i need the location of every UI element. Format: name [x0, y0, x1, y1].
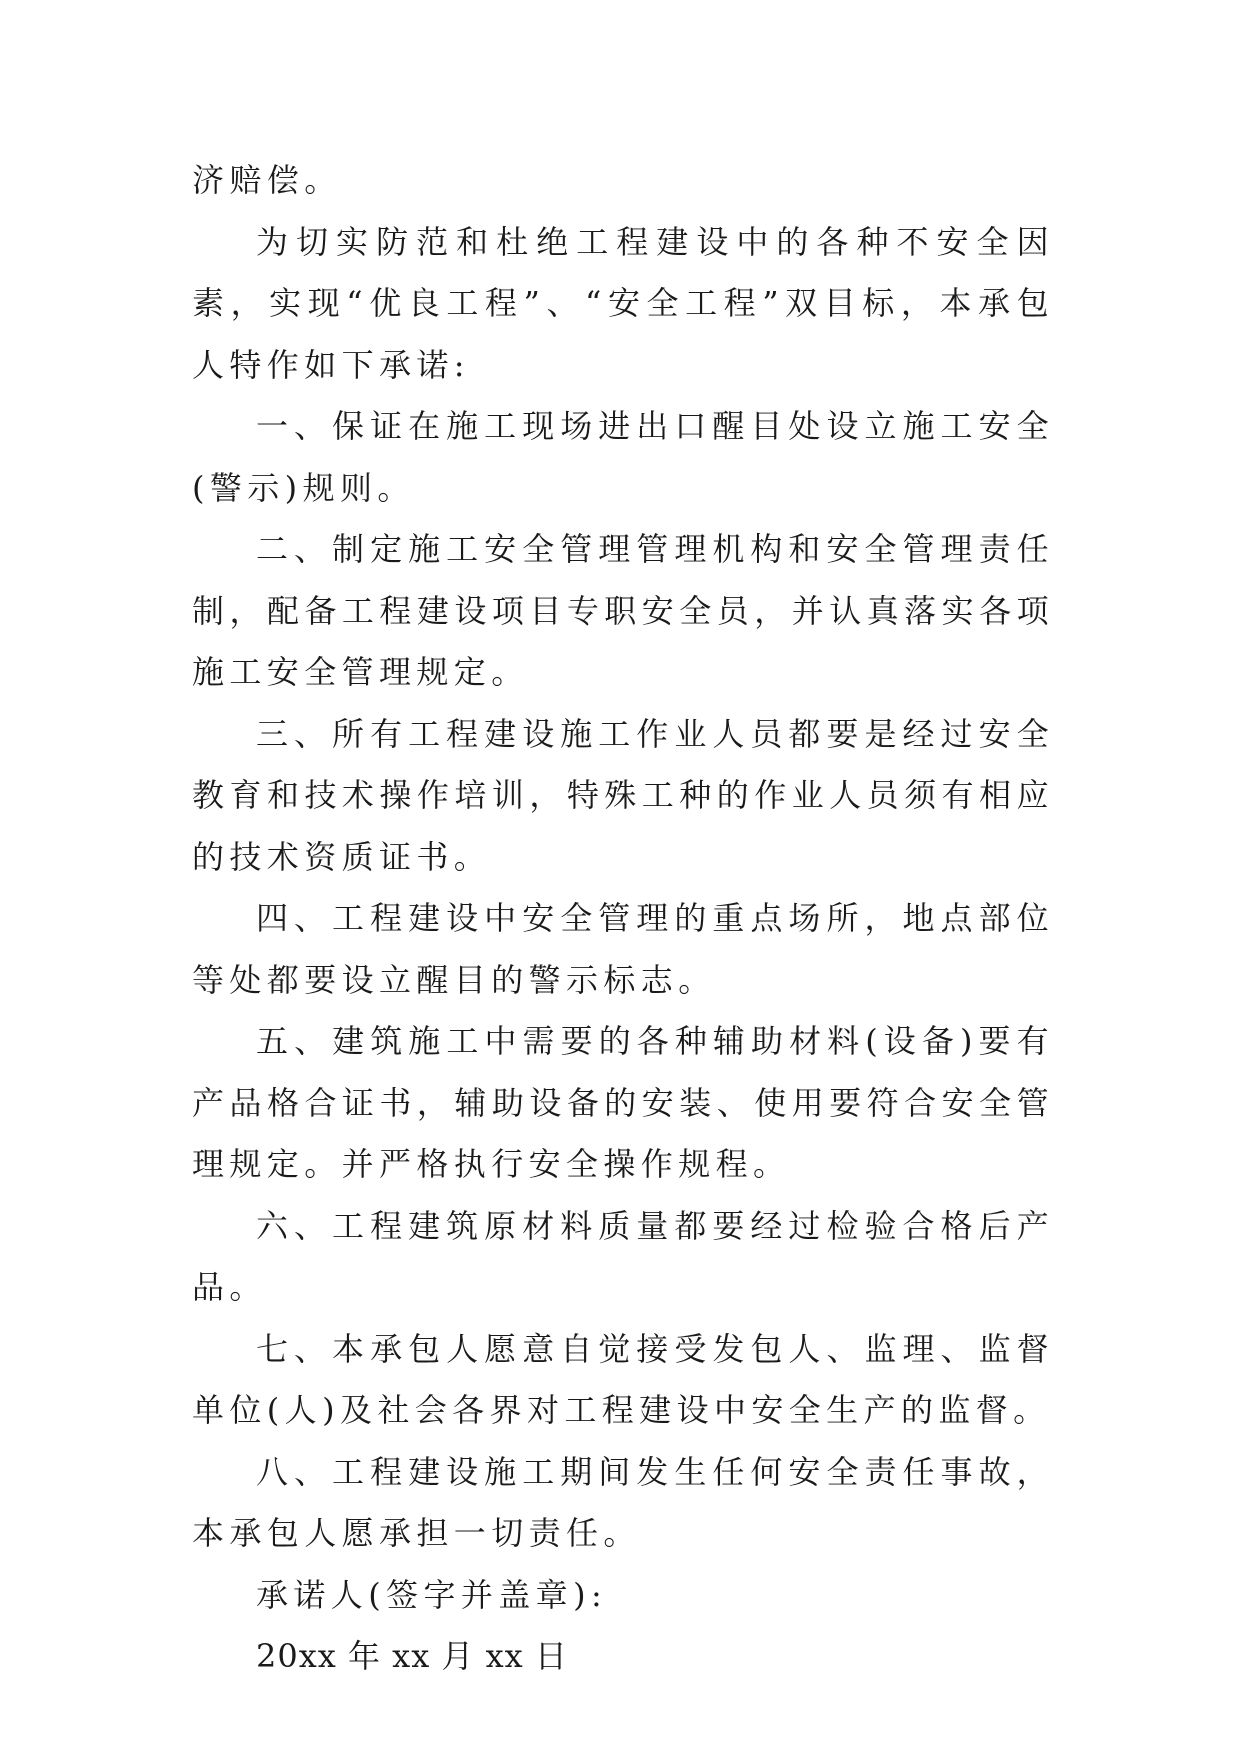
- paragraph-intro: 为切实防范和杜绝工程建设中的各种不安全因素，实现“优良工程”、“安全工程”双目标，本承包人特作如下承诺:: [192, 222, 1054, 384]
- paragraph-continuation: 济赔偿。: [192, 161, 342, 199]
- paragraph-item-5: 五、建筑施工中需要的各种辅助材料(设备)要有产品格合证书，辅助设备的安装、使用要符合安全管理规定。并严格执行安全操作规程。: [192, 1022, 1054, 1183]
- document-body: [192, 150, 1054, 1688]
- paragraph-item-4: 四、工程建设中安全管理的重点场所，地点部位等处都要设立醒目的警示标志。: [192, 899, 1054, 999]
- paragraph-item-1: 一、保证在施工现场进出口醒目处设立施工安全(警示)规则。: [192, 407, 1054, 507]
- paragraph-item-2: 二、制定施工安全管理管理机构和安全管理责任制，配备工程建设项目专职安全员，并认真落实各项施工安全管理规定。: [192, 530, 1054, 691]
- paragraph-item-7: 七、本承包人愿意自觉接受发包人、监理、监督单位(人)及社会各界对工程建设中安全生产的监督。: [192, 1329, 1054, 1429]
- signature-date: 20xx 年 xx 月 xx 日: [256, 1637, 568, 1675]
- signature-label: 承诺人(签字并盖章):: [256, 1575, 608, 1614]
- paragraph-item-8: 八、工程建设施工期间发生任何安全责任事故，本承包人愿承担一切责任。: [192, 1452, 1054, 1552]
- paragraph-item-6: 六、工程建筑原材料质量都要经过检验合格后产品。: [192, 1206, 1054, 1306]
- paragraph-item-3: 三、所有工程建设施工作业人员都要是经过安全教育和技术操作培训，特殊工种的作业人员须有相应的技术资质证书。: [192, 714, 1054, 876]
